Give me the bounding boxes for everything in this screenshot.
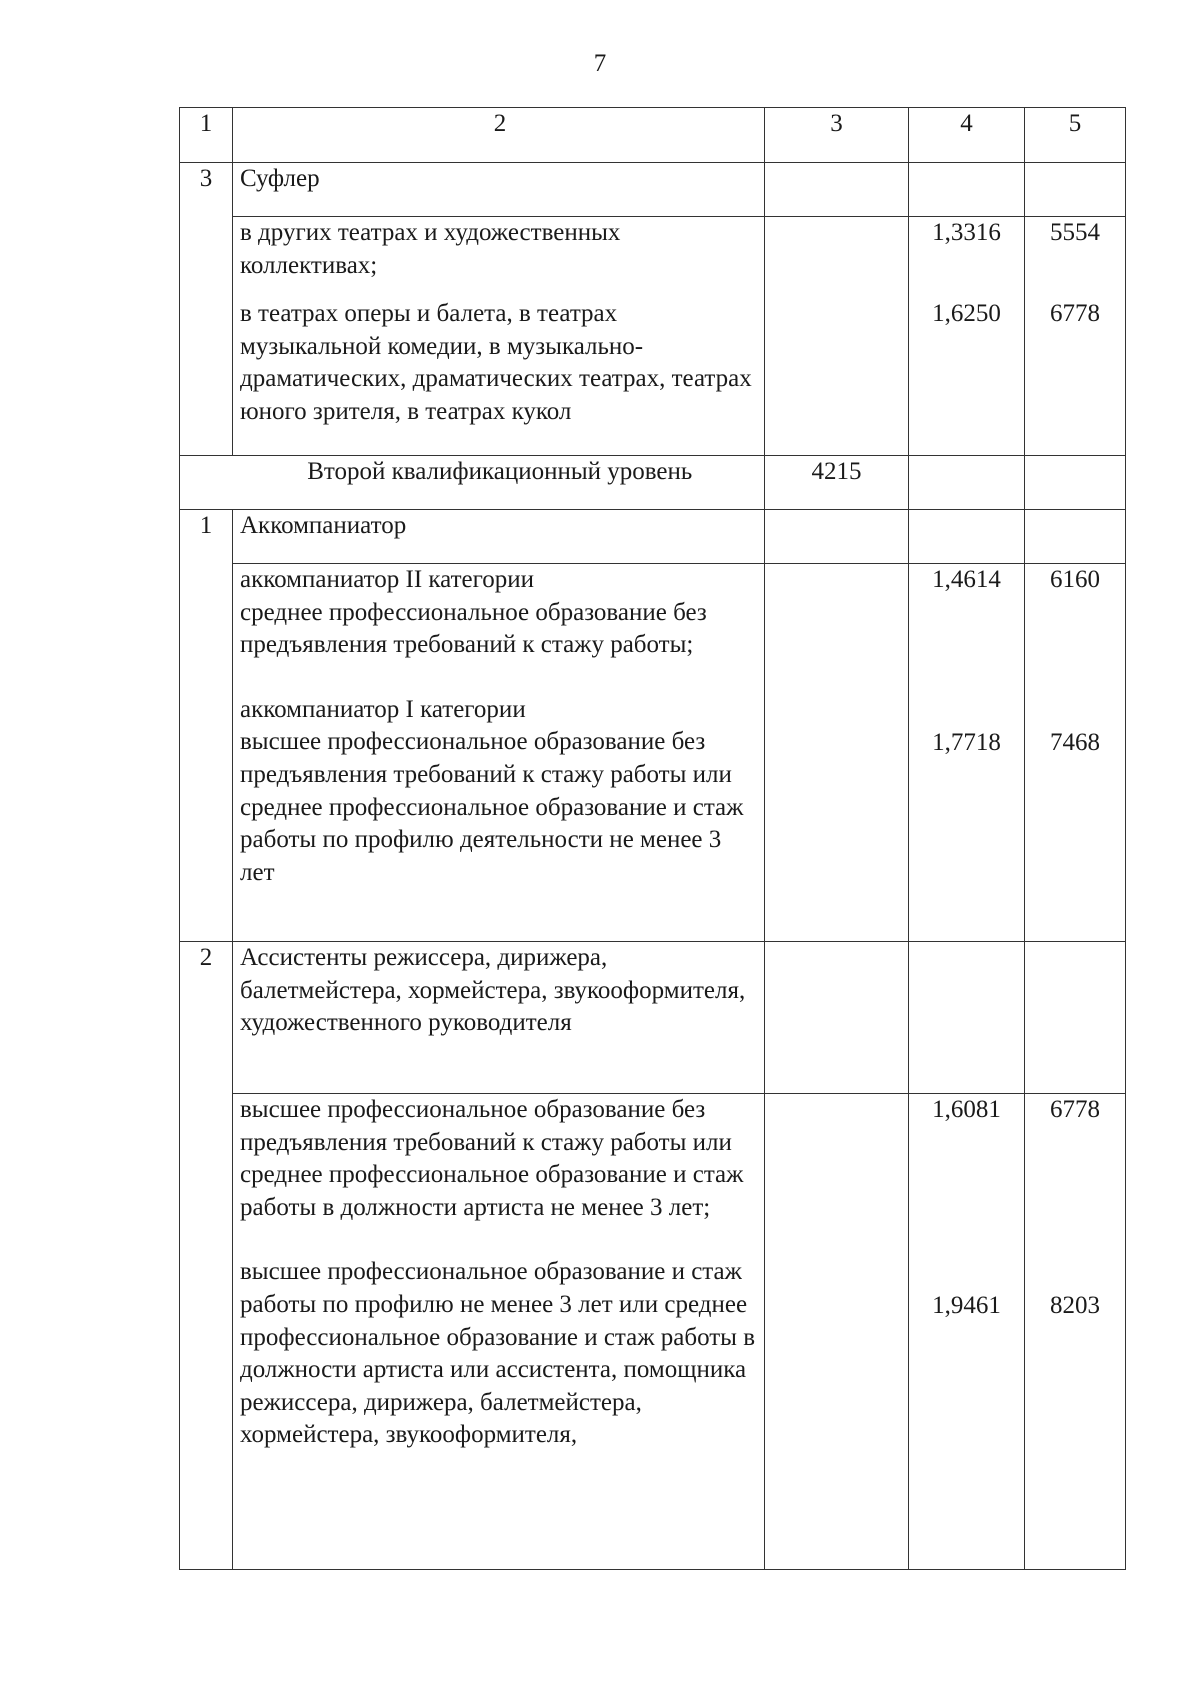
table-row	[180, 163, 1126, 217]
salary-cell: 5554 6778	[1025, 217, 1126, 456]
header-col-2: 2	[233, 108, 765, 163]
base-salary: 4215	[765, 456, 909, 510]
salary-table	[179, 107, 1126, 1570]
salary-cell: 6778 8203	[1025, 1094, 1126, 1570]
coefficient-cell: 1,6081 1,9461	[909, 1094, 1025, 1570]
coefficient-cell: 1,3316 1,6250	[909, 217, 1025, 456]
header-col-1: 1	[180, 108, 233, 163]
table-header-row	[180, 108, 1126, 163]
table-row	[180, 942, 1126, 1094]
position-description: в других театрах и художественных коллективах; в театрах оперы и балета, в театрах музыкальной комедии, в музыкально-драматических, драматических театрах, театрах юного зрителя, в театрах кукол	[233, 217, 765, 456]
row-number: 3	[180, 163, 233, 217]
header-col-4: 4	[909, 108, 1025, 163]
header-col-5: 5	[1025, 108, 1126, 163]
position-description: высшее профессиональное образование без предъявления требований к стажу работы или среднее профессиональное образование и стаж работы в должности артиста не менее 3 лет; высшее профессиональное образование и стаж работы по профилю не менее 3 лет или среднее профессиональное образование и стаж работы в должности артиста или ассистента, помощника режиссера, дирижера, балетмейстера, хормейстера, звукооформителя,	[233, 1094, 765, 1570]
position-description: аккомпаниатор II категории среднее профессиональное образование без предъявления требований к стажу работы; аккомпаниатор I категории высшее профессиональное образование без предъявления требований к стажу работы или среднее профессиональное образование и стаж работы по профилю деятельности не менее 3 лет	[233, 564, 765, 942]
page-number: 7	[593, 50, 607, 77]
table-row	[180, 1094, 1126, 1570]
table-row	[180, 564, 1126, 942]
table-row	[180, 217, 1126, 456]
row-number: 2	[180, 942, 233, 1094]
position-title: Аккомпаниатор	[233, 510, 765, 564]
position-title: Ассистенты режиссера, дирижера, балетмейстера, хормейстера, звукооформителя, художественного руководителя	[233, 942, 765, 1094]
position-title: Суфлер	[233, 163, 765, 217]
qualification-level-label: Второй квалификационный уровень	[233, 456, 765, 510]
header-col-3: 3	[765, 108, 909, 163]
table-row	[180, 510, 1126, 564]
coefficient-cell: 1,4614 1,7718	[909, 564, 1025, 942]
qualification-level-row	[180, 456, 1126, 510]
row-number: 1	[180, 510, 233, 564]
salary-cell: 6160 7468	[1025, 564, 1126, 942]
